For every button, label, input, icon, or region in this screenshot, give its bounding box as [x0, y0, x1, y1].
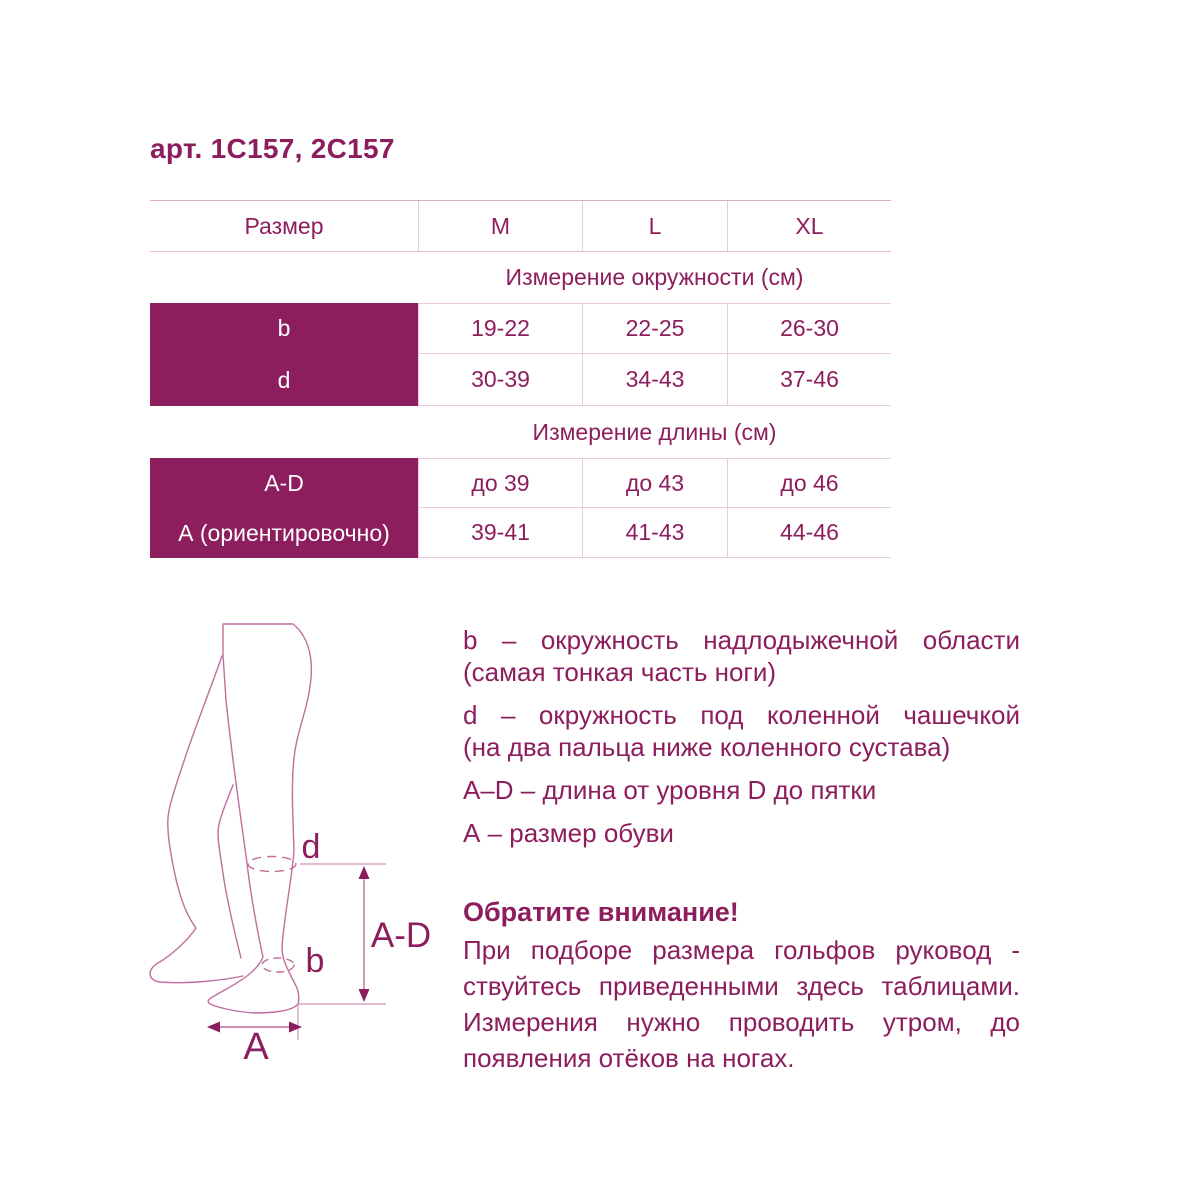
legend-item-d: d – окружность под коленной чашечкой (на два пальца ниже коленного сустава): [463, 700, 1020, 762]
row-b-label: b: [150, 303, 418, 354]
row-d-value-l: 34-43: [582, 354, 727, 406]
table-row-ad: [150, 458, 891, 508]
d-label: d: [301, 828, 321, 866]
header-col-l: L: [582, 201, 727, 251]
table-row-d: [150, 354, 891, 406]
row-a-value-m: 39-41: [418, 508, 582, 558]
a-arrowhead-left: [207, 1022, 220, 1033]
ad-label: A-D: [370, 916, 432, 955]
note-line: появления отёков на ногах.: [463, 1043, 795, 1073]
row-a-value-l: 41-43: [582, 508, 727, 558]
table-row-a: [150, 508, 891, 558]
header-size-cell: Размер: [244, 212, 324, 239]
measurement-legend: [463, 624, 1020, 860]
back-leg-outline: [150, 656, 243, 983]
row-ad-value-l: до 43: [582, 458, 727, 508]
attention-note: [463, 895, 1020, 1076]
d-measure-ellipse: [248, 857, 296, 872]
attention-heading: Обратите внимание!: [463, 897, 739, 927]
legend-item-b: b – окружность надлодыжечной области (самая тонкая часть ноги): [463, 625, 1020, 687]
row-b-value-l: 22-25: [582, 303, 727, 354]
a-arrowhead-right: [289, 1022, 302, 1033]
row-b-value-m: 19-22: [418, 303, 582, 354]
row-a-value-xl: 44-46: [727, 508, 891, 558]
table-header-row: [150, 200, 891, 252]
b-measure-ellipse: [262, 958, 294, 972]
note-line: При подборе размера гольфов руковод -: [463, 935, 1020, 965]
row-d-label: d: [150, 354, 418, 406]
row-a-label: А (ориентировочно): [150, 508, 418, 558]
row-ad-label: A-D: [150, 458, 418, 508]
front-leg-outline: [208, 624, 311, 1013]
note-line: Измерения нужно проводить утром, до: [463, 1007, 1020, 1037]
ad-arrowhead-down: [359, 989, 370, 1002]
section-length: Измерение длины (см): [532, 418, 777, 445]
row-ad-value-xl: до 46: [727, 458, 891, 508]
ad-arrowhead-up: [359, 866, 370, 879]
b-label: b: [305, 942, 325, 980]
back-leg-rear-edge: [218, 785, 241, 958]
row-d-value-xl: 37-46: [727, 354, 891, 406]
note-line: ствуйтесь приведенными здесь таблицами.: [463, 971, 1020, 1001]
legend-item-a: А – размер обуви: [463, 818, 674, 848]
article-title: арт. 1С157, 2С157: [150, 133, 395, 164]
size-table: [150, 200, 891, 558]
legs-measurement-diagram: [140, 600, 460, 1080]
legend-item-ad: A–D – длина от уровня D до пятки: [463, 775, 877, 805]
row-ad-value-m: до 39: [418, 458, 582, 508]
header-col-xl: XL: [727, 201, 891, 251]
a-label: A: [243, 1026, 269, 1068]
header-col-m: M: [418, 201, 582, 251]
row-b-value-xl: 26-30: [727, 303, 891, 354]
row-d-value-m: 30-39: [418, 354, 582, 406]
table-row-b: [150, 303, 891, 354]
section-circumference: Измерение окружности (см): [505, 264, 804, 290]
